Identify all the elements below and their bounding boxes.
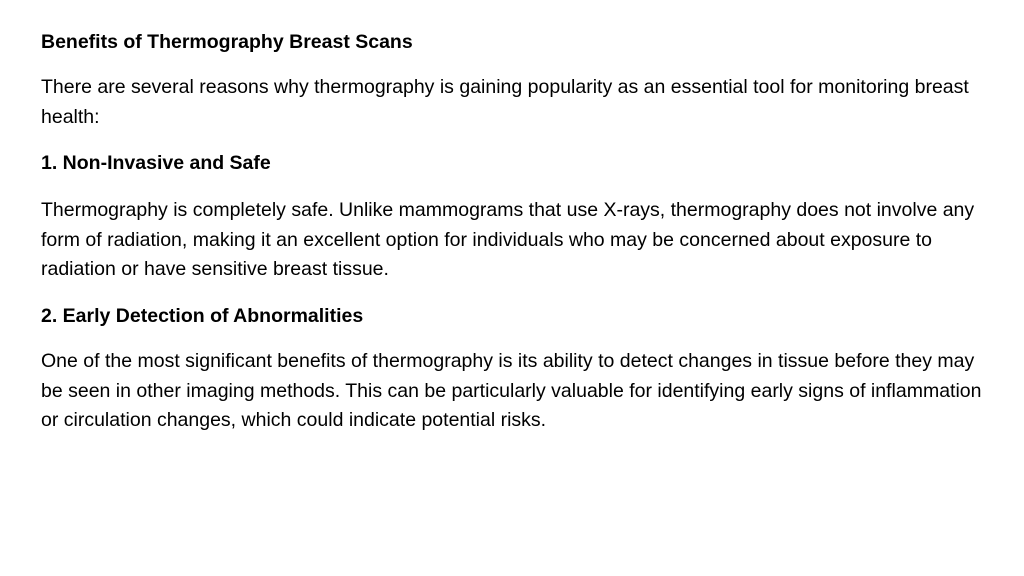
page-title: Benefits of Thermography Breast Scans xyxy=(41,31,413,53)
intro-paragraph: There are several reasons why thermography is gaining popularity as an essential tool for monitoring breast health: xyxy=(41,76,969,128)
section-paragraph-non-invasive: Thermography is completely safe. Unlike mammograms that use X-rays, thermography does not involve any form of radiation, making it an excellent option for individuals who may be concerned about exposure to radiation or have sensitive breast tissue. xyxy=(41,199,975,280)
section-paragraph-early-detection: One of the most significant benefits of thermography is its ability to detect changes in tissue before they may be seen in other imaging methods. This can be particularly valuable for identifying early signs of inflammation or circulation changes, which could indicate potential risks. xyxy=(41,350,982,431)
section-heading-non-invasive: 1. Non-Invasive and Safe xyxy=(41,152,271,174)
section-heading-early-detection: 2. Early Detection of Abnormalities xyxy=(41,305,364,327)
